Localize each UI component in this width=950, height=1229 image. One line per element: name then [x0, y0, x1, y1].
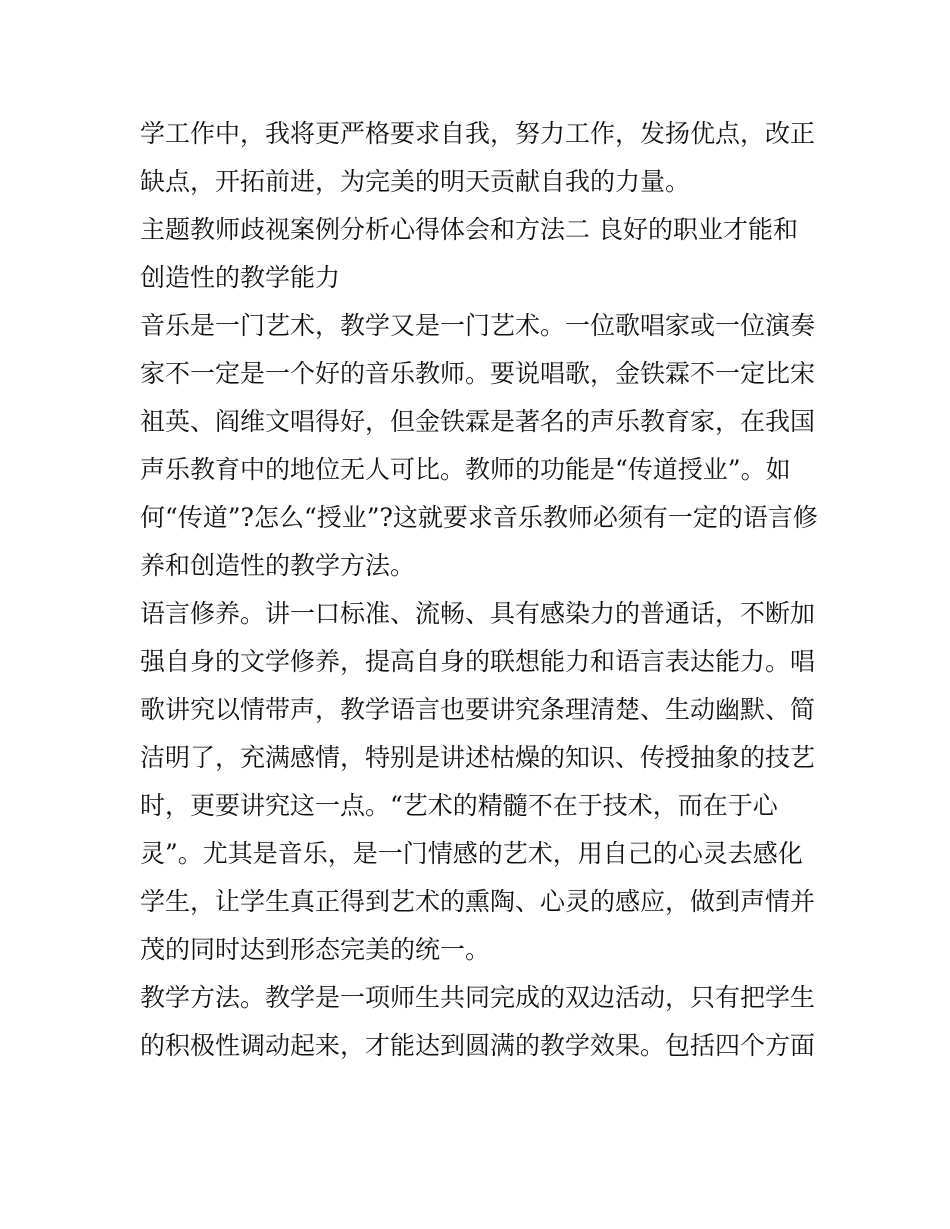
text-line: 音乐是一门艺术，教学又是一门艺术。一位歌唱家或一位演奏: [140, 311, 816, 340]
text-line: 语言修养。讲一口标准、流畅、具有感染力的普通话，不断加: [140, 599, 816, 628]
text-line: 灵”。尤其是音乐，是一门情感的艺术，用自己的心灵去感化: [140, 839, 803, 868]
text-line: 洁明了，充满感情，特别是讲述枯燥的知识、传授抽象的技艺: [140, 743, 816, 772]
text-line: 教学方法。教学是一项师生共同完成的双边活动，只有把学生: [140, 983, 816, 1012]
text-line: 祖英、阎维文唱得好，但金铁霖是著名的声乐教育家，在我国: [140, 407, 816, 436]
text-line: 声乐教育中的地位无人可比。教师的功能是“传道授业”。如: [140, 455, 791, 484]
text-line: 的积极性调动起来，才能达到圆满的教学效果。包括四个方面: [140, 1031, 816, 1060]
section-heading-line: 创造性的教学能力: [140, 263, 341, 292]
text-line: 学生，让学生真正得到艺术的熏陶、心灵的感应，做到声情并: [140, 887, 816, 916]
text-line: 强自身的文学修养，提高自身的联想能力和语言表达能力。唱: [140, 647, 816, 676]
text-line: 家不一定是一个好的音乐教师。要说唱歌，金铁霖不一定比宋: [140, 359, 816, 388]
text-line: 何“传道”?怎么“授业”?这就要求音乐教师必须有一定的语言修: [140, 503, 818, 532]
document-body: [140, 110, 818, 1070]
section-heading-line: 主题教师歧视案例分析心得体会和方法二 良好的职业才能和: [140, 215, 798, 244]
text-line: 学工作中，我将更严格要求自我，努力工作，发扬优点，改正: [140, 119, 816, 148]
text-line: 缺点，开拓前进，为完美的明天贡献自我的力量。: [140, 167, 691, 196]
text-line: 养和创造性的教学方法。: [140, 551, 416, 580]
text-line: 时，更要讲究这一点。“艺术的精髓不在于技术，而在于心: [140, 791, 778, 820]
text-line: 歌讲究以情带声，教学语言也要讲究条理清楚、生动幽默、简: [140, 695, 816, 724]
text-line: 茂的同时达到形态完美的统一。: [140, 935, 491, 964]
